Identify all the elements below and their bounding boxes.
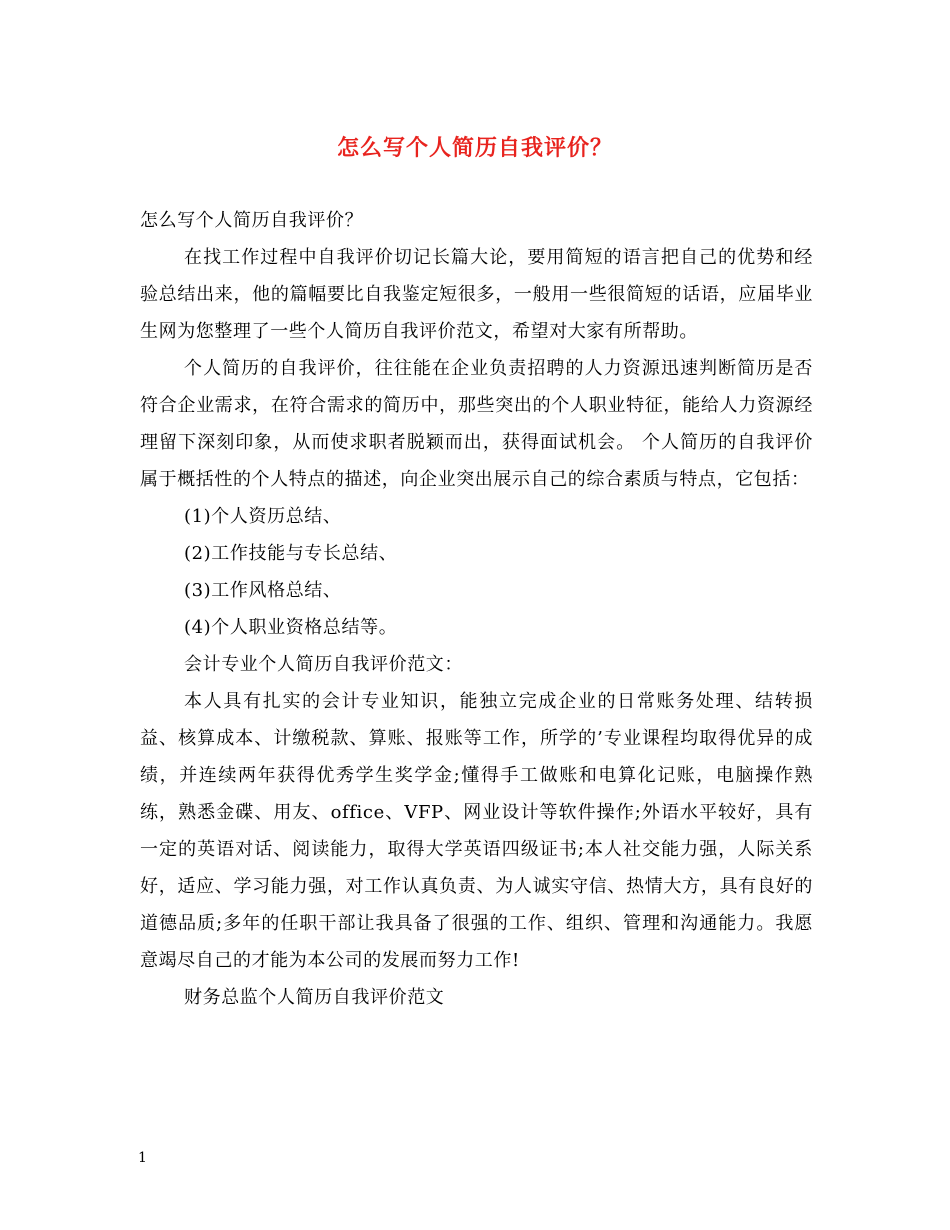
paragraph-intro: 在找工作过程中自我评价切记长篇大论，要用简短的语言把自己的优势和经验总结出来，他的篇幅要比自我鉴定短很多，一般用一些很简短的话语，应届毕业生网为您整理了一些个人简历自我评价范文，希望对大家有所帮助。 [140, 247, 813, 342]
paragraph-subtitle: 怎么写个人简历自我评价？ [140, 210, 364, 231]
paragraph-overview: 个人简历的自我评价，往往能在企业负责招聘的人力资源迅速判断简历是否符合企业需求，在符合需求的简历中，那些突出的个人职业特征，能给人力资源经理留下深刻印象，从而使求职者脱颖而出，获得面试机会。 个人简历的自我评价属于概括性的个人特点的描述，向企业突出展示自己的综合素质与特点，它包括： [140, 358, 813, 490]
list-item: (4)个人职业资格总结等。 [184, 617, 398, 638]
list-item: (3)工作风格总结、 [184, 580, 342, 601]
list-item: (2)工作技能与专长总结、 [184, 543, 398, 564]
list-item: (1)个人资历总结、 [184, 506, 342, 527]
paragraph-accounting-sample: 本人具有扎实的会计专业知识，能独立完成企业的日常账务处理、结转损益、核算成本、计缴税款、算账、报账等工作，所学的’专业课程均取得优异的成绩，并连续两年获得优秀学生奖学金;懂得手工做账和电算化记账，电脑操作熟练，熟悉金碟、用友、office、VFP、网业设计等软件操作;外语水平较好，具有一定的英语对话、阅读能力，取得大学英语四级证书;本人社交能力强，人际关系好，适应、学习能力强，对工作认真负责、为人诚实守信、热情大方，具有良好的道德品质;多年的任职干部让我具备了很强的工作、组织、管理和沟通能力。我愿意竭尽自己的才能为本公司的发展而努力工作! [140, 691, 813, 971]
section-heading-finance-director: 财务总监个人简历自我评价范文 [184, 987, 445, 1008]
document-body [140, 202, 813, 1016]
section-heading-accounting: 会计专业个人简历自我评价范文： [184, 654, 463, 675]
page-number: 1 [138, 1150, 147, 1166]
document-title: 怎么写个人简历自我评价？ [336, 135, 613, 161]
